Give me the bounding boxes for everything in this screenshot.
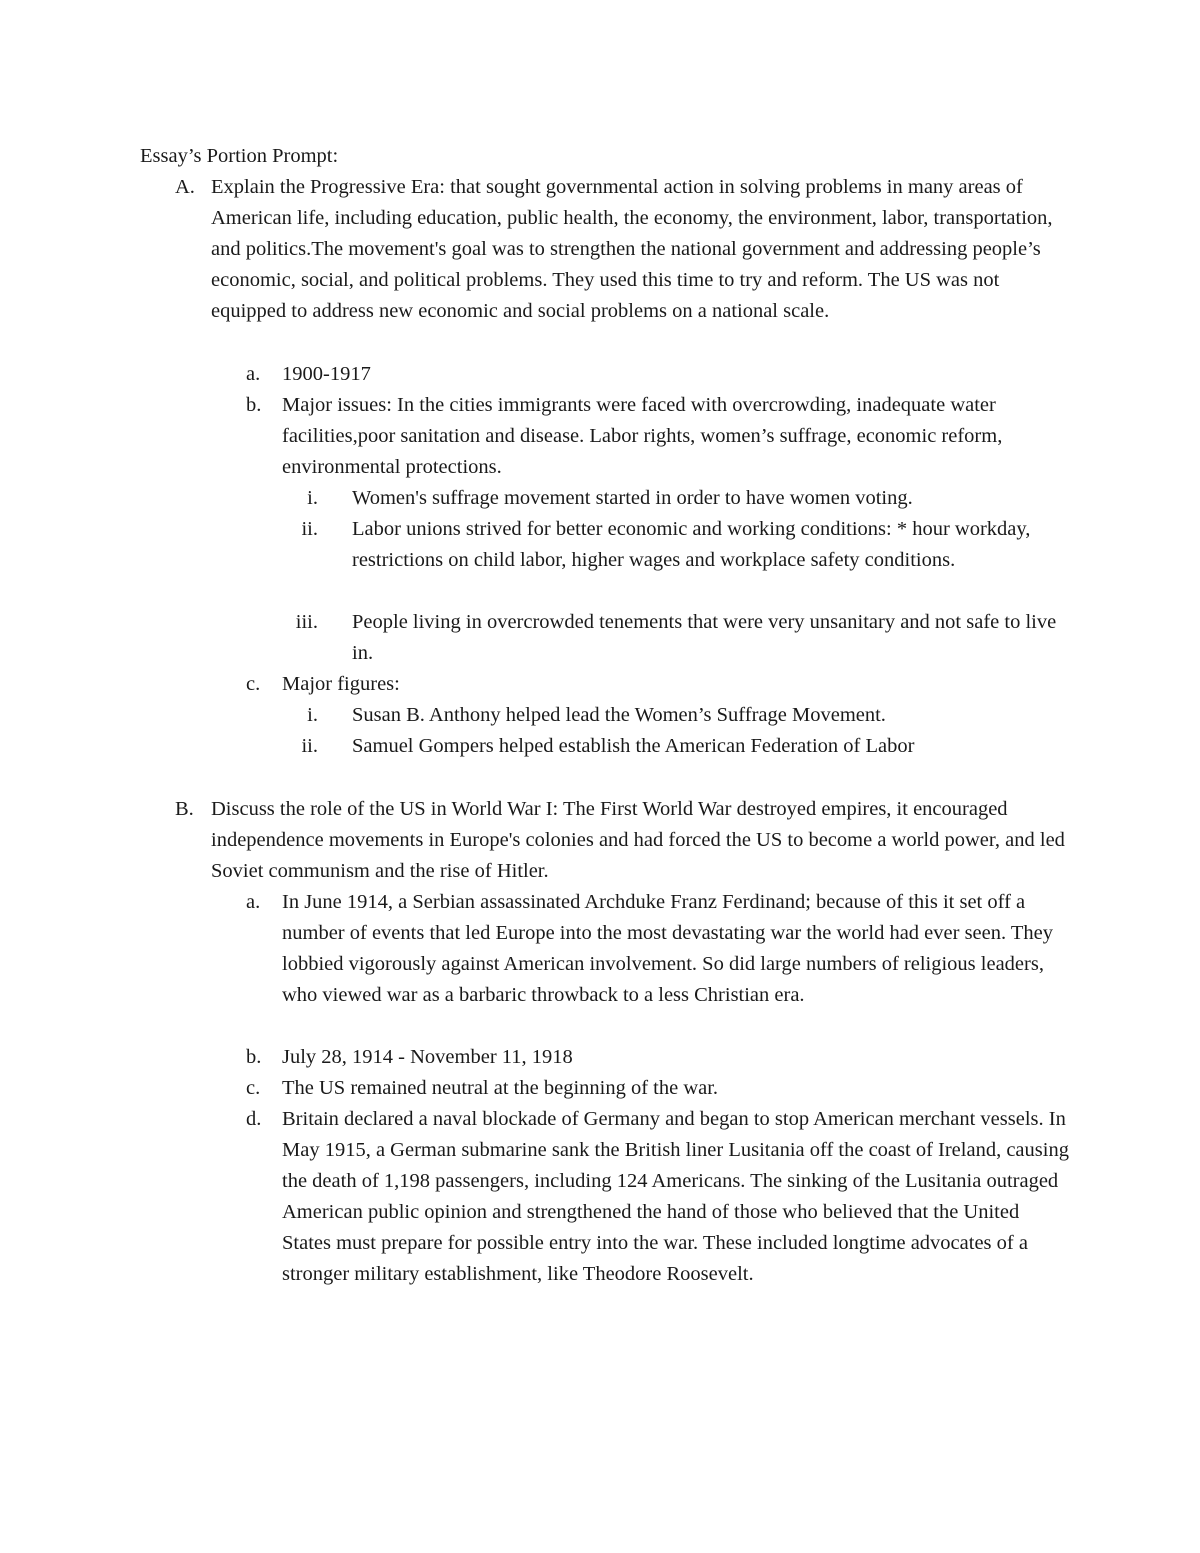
subitem-marker: ii. [301, 735, 318, 757]
subitem-text: People living in overcrowded tenements that were very unsanitary and not safe to live in. [352, 611, 1057, 664]
item-text: 1900-1917 [282, 363, 371, 385]
item-marker: c. [246, 673, 261, 695]
subitem-marker: iii. [295, 611, 318, 633]
subitem-text: Susan B. Anthony helped lead the Women’s Suffrage Movement. [352, 704, 886, 726]
item-text: The US remained neutral at the beginning of the war. [282, 1077, 719, 1099]
subitem-text: Women's suffrage movement started in order to have women voting. [352, 487, 913, 509]
section-text: Explain the Progressive Era: that sought governmental action in solving problems in many areas of American life, including education, public health, the economy, the environment, labor, transportation, and politics.The movement's goal was to strengthen the national government and addressing people’s economic, social, and political problems. They used this time to try and reform. The US was not equipped to address new economic and social problems on a national scale. [211, 176, 1053, 322]
subitem-marker: i. [307, 487, 318, 509]
item-text: Major figures: [282, 673, 400, 695]
subitem-text: Samuel Gompers helped establish the American Federation of Labor [352, 735, 915, 757]
item-marker: a. [246, 363, 261, 385]
item-marker: b. [246, 394, 262, 416]
item-marker: d. [246, 1108, 262, 1130]
item-text: July 28, 1914 - November 11, 1918 [282, 1046, 573, 1068]
section-marker: A. [175, 176, 195, 198]
item-marker: c. [246, 1077, 261, 1099]
subitem-marker: i. [307, 704, 318, 726]
item-text: Britain declared a naval blockade of Germany and began to stop American merchant vessels. In May 1915, a German submarine sank the British liner Lusitania off the coast of Ireland, causing the death of 1,198 passengers, including 124 Americans. The sinking of the Lusitania outraged American public opinion and strengthened the hand of those who believed that the United States must prepare for possible entry into the war. These included longtime advocates of a stronger military establishment, like Theodore Roosevelt. [282, 1108, 1069, 1285]
subitem-text: Labor unions strived for better economic and working conditions: * hour workday, restrictions on child labor, higher wages and workplace safety conditions. [352, 518, 1031, 571]
section-text: Discuss the role of the US in World War I: The First World War destroyed empires, it encouraged independence movements in Europe's colonies and had forced the US to become a world power, and led Soviet communism and the rise of Hitler. [211, 798, 1065, 882]
item-marker: b. [246, 1046, 262, 1068]
item-text: Major issues: In the cities immigrants were faced with overcrowding, inadequate water facilities,poor sanitation and disease. Labor rights, women’s suffrage, economic reform, environmental protections. [282, 394, 1003, 478]
section-marker: B. [175, 798, 194, 820]
item-text: In June 1914, a Serbian assassinated Archduke Franz Ferdinand; because of this it set off a number of events that led Europe into the most devastating war the world had ever seen. They lobbied vigorously against American involvement. So did large numbers of religious leaders, who viewed war as a barbaric throwback to a less Christian era. [282, 891, 1053, 1006]
document-title: Essay’s Portion Prompt: [140, 145, 339, 167]
item-marker: a. [246, 891, 261, 913]
subitem-marker: ii. [301, 518, 318, 540]
